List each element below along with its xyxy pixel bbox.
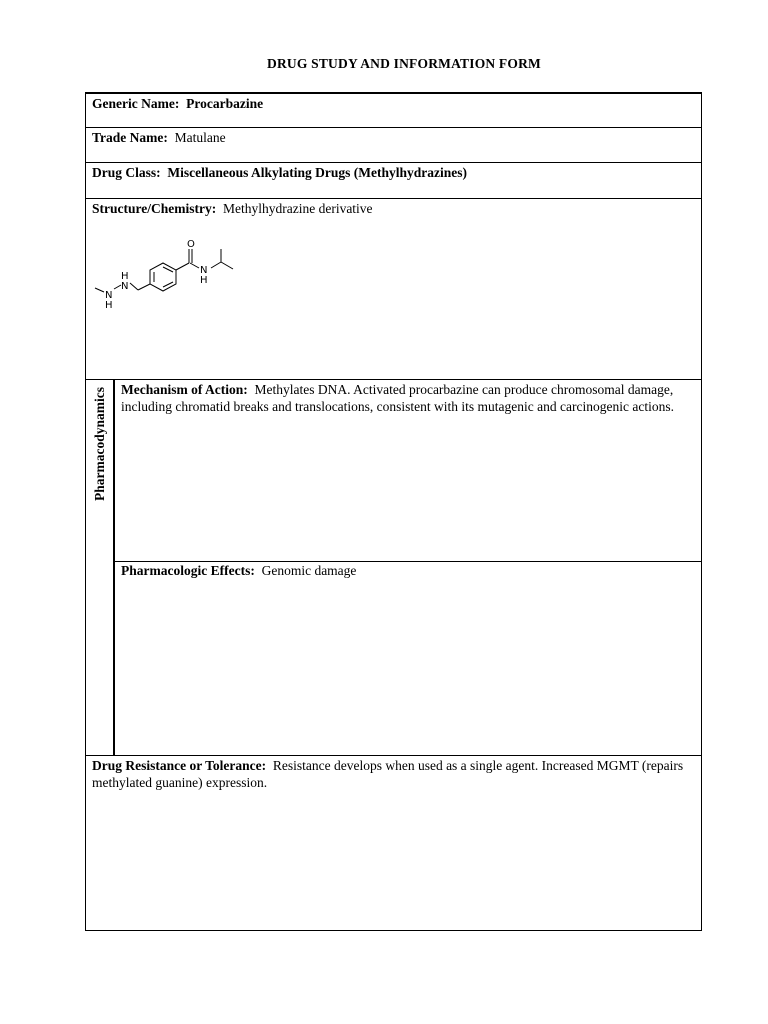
generic-name-value: Procarbazine: [186, 96, 264, 111]
drug-class-row: [85, 162, 702, 199]
pharmacodynamics-side-column: [86, 380, 115, 756]
n-isopropyl-bond: [211, 262, 221, 268]
atom-h-top: H: [121, 271, 129, 282]
effects-label: Pharmacologic Effects:: [121, 563, 255, 578]
atom-o: O: [187, 239, 195, 250]
drug-class-value: Miscellaneous Alkylating Drugs (Methylhydrazines): [167, 165, 468, 180]
ch2-ring-bond: [138, 284, 150, 290]
atom-n1: N: [121, 281, 129, 292]
n-ch2-bond: [130, 283, 138, 290]
pharmacodynamics-side-label: Pharmacodynamics: [92, 387, 107, 501]
trade-name-value: Matulane: [174, 130, 226, 145]
trade-name-label: Trade Name:: [92, 130, 168, 145]
atom-n2: N: [105, 290, 113, 301]
mechanism-label: Mechanism of Action:: [121, 382, 248, 397]
structure-label: Structure/Chemistry:: [92, 201, 217, 216]
chemical-structure-diagram: [90, 232, 250, 312]
pharmacologic-effects-cell: [115, 561, 701, 757]
pharmacodynamics-section: [85, 379, 702, 756]
generic-name-row: [85, 92, 702, 128]
atom-h-bottom: H: [105, 300, 113, 311]
generic-name-label: Generic Name:: [92, 96, 180, 111]
n-n-bond: [114, 285, 121, 289]
ring-carbonyl-bond: [176, 263, 189, 270]
resistance-value: Resistance develops when used as a single agent. Increased MGMT (repairs methylated guanine) expression.: [92, 758, 684, 790]
isopropyl-methyl-2: [221, 262, 233, 269]
methyl-bond: [95, 288, 104, 292]
amide-bond: [190, 263, 199, 268]
atom-n-amide: N: [200, 265, 208, 276]
mechanism-value: Methylates DNA. Activated procarbazine can produce chromosomal damage, including chromatid breaks and translocations, consistent with its mutagenic and carcinogenic actions.: [121, 382, 674, 414]
structure-value: Methylhydrazine derivative: [222, 201, 373, 216]
effects-value: Genomic damage: [261, 563, 357, 578]
mechanism-of-action-cell: [115, 380, 701, 562]
procarbazine-structure-svg: [90, 232, 250, 312]
drug-resistance-row: [85, 755, 702, 931]
resistance-label: Drug Resistance or Tolerance:: [92, 758, 267, 773]
form-title: DRUG STUDY AND INFORMATION FORM: [267, 56, 541, 71]
trade-name-row: [85, 127, 702, 163]
atom-h-amide: H: [200, 275, 208, 286]
drug-class-label: Drug Class:: [92, 165, 161, 180]
